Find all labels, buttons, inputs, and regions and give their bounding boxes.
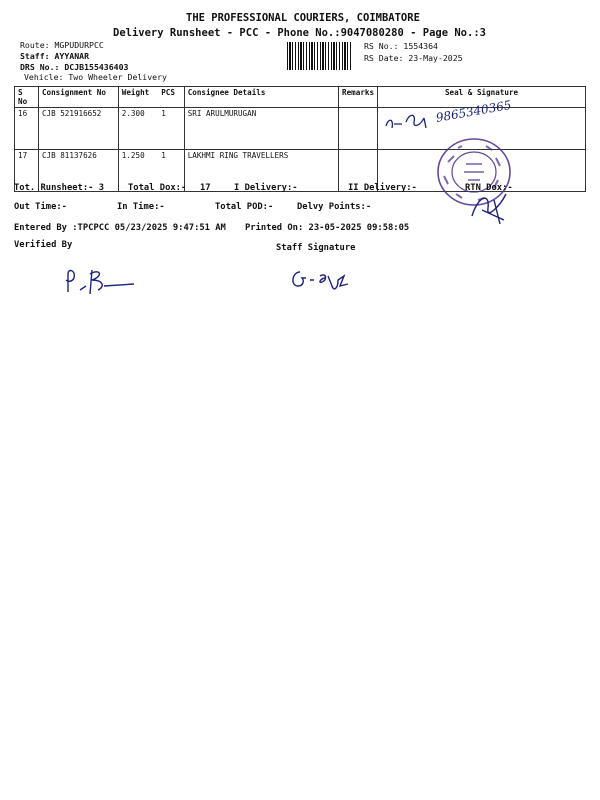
ii-delivery: II Delivery:- bbox=[348, 183, 417, 193]
cell-consignee: LAKHMI RING TRAVELLERS bbox=[184, 150, 338, 192]
total-dox-label: Total Dox:- bbox=[128, 183, 187, 193]
in-time: In Time:- bbox=[117, 202, 165, 212]
cell-weight: 2.300 bbox=[118, 108, 158, 150]
stamp-signature bbox=[464, 186, 514, 228]
i-delivery: I Delivery:- bbox=[234, 183, 298, 193]
verifier-signature bbox=[58, 262, 138, 298]
cell-consignment: CJB 81137626 bbox=[38, 150, 118, 192]
col-consignment: Consignment No bbox=[38, 87, 118, 108]
col-seal: Seal & Signature bbox=[378, 87, 586, 108]
runsheet-subtitle: Delivery Runsheet - PCC - Phone No.:9047080280 - Page No.:3 bbox=[113, 27, 486, 39]
cell-pcs: 1 bbox=[158, 108, 184, 150]
col-weight: Weight bbox=[118, 87, 158, 108]
total-pod: Total POD:- bbox=[215, 202, 274, 212]
entered-by: Entered By :TPCPCC 05/23/2025 9:47:51 AM bbox=[14, 223, 226, 233]
barcode bbox=[287, 42, 351, 70]
delivery-points: Delvy Points:- bbox=[297, 202, 372, 212]
printed-on: Printed On: 23-05-2025 09:58:05 bbox=[245, 223, 410, 233]
cell-remarks bbox=[339, 108, 378, 150]
rtn-dox: RTN Dox:- bbox=[465, 183, 513, 193]
cell-consignee: SRI ARULMURUGAN bbox=[184, 108, 338, 150]
cell-consignment: CJB 521916652 bbox=[38, 108, 118, 150]
vehicle-label: Vehicle: Two Wheeler Delivery bbox=[24, 72, 167, 82]
cell-weight: 1.250 bbox=[118, 150, 158, 192]
verified-by-label: Verified By bbox=[14, 240, 73, 250]
col-consignee: Consignee Details bbox=[184, 87, 338, 108]
drs-label: DRS No.: DCJB155436403 bbox=[20, 62, 129, 72]
staff-label: Staff: AYYANAR bbox=[20, 51, 90, 61]
out-time: Out Time:- bbox=[14, 202, 67, 212]
cell-pcs: 1 bbox=[158, 150, 184, 192]
staff-signature-label: Staff Signature bbox=[276, 243, 356, 253]
route-label: Route: MGPUDURPCC bbox=[20, 40, 104, 50]
total-dox-value: 17 bbox=[200, 183, 211, 193]
staff-signature bbox=[286, 262, 366, 292]
col-remarks: Remarks bbox=[339, 87, 378, 108]
col-pcs: PCS bbox=[158, 87, 184, 108]
total-runsheet: Tot. Runsheet:- 3 bbox=[14, 183, 105, 193]
cell-sno: 17 bbox=[15, 150, 39, 192]
handwritten-phone: 9865340365 bbox=[434, 97, 513, 125]
rs-number: RS No.: 1554364 bbox=[364, 41, 438, 51]
cell-sno: 16 bbox=[15, 108, 39, 150]
rs-date: RS Date: 23-May-2025 bbox=[364, 53, 463, 63]
col-sno: S No bbox=[15, 87, 39, 108]
company-title: THE PROFESSIONAL COURIERS, COIMBATORE bbox=[186, 12, 420, 24]
